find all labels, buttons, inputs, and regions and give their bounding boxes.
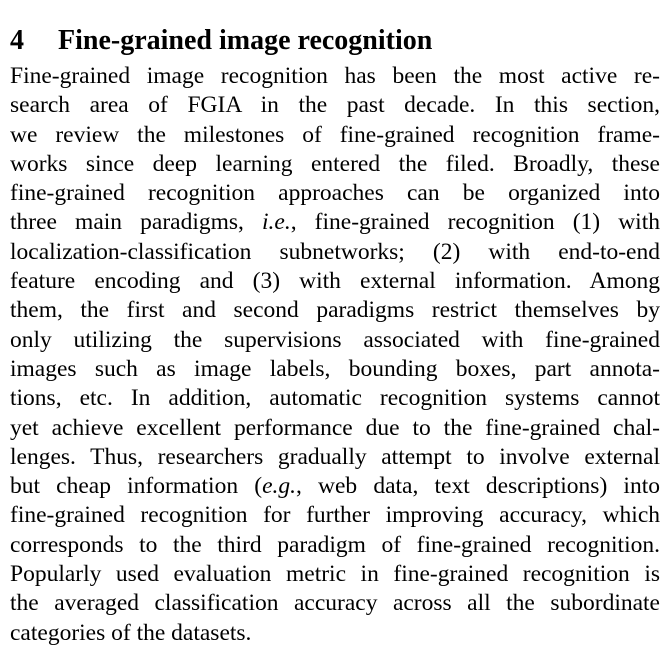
paragraph-line [10,501,660,530]
section-heading [10,22,660,60]
section-number: 4 [10,25,24,56]
text-run: only utilizing the supervisions associated with fine-grained [10,326,660,353]
text-run: them, the first and second paradigms restrict themselves by [10,297,660,324]
text-run: images such as image labels, bounding boxes, part annota- [10,355,660,382]
text-run: tions, etc. In addition, automatic recognition systems cannot [10,385,660,412]
paragraph-line [10,414,660,443]
text-run: fine-grained recognition for further improving accuracy, which [10,502,660,529]
paragraph-line [10,150,660,179]
paragraph-line [10,472,660,501]
text-run: but cheap information ( [10,473,263,500]
paragraph-line [10,384,660,413]
paragraph-line [10,355,660,384]
text-run: categories of the datasets. [10,619,252,646]
paragraph-line [10,179,660,208]
paragraph-line [10,267,660,296]
paragraph-line [10,91,660,120]
text-run: feature encoding and (3) with external information. Among [10,268,660,295]
text-run: lenges. Thus, researchers gradually attempt to involve external [10,443,660,470]
paper-section [10,22,660,648]
text-run: localization-classification subnetworks; (2) with end-to-end [10,238,660,265]
text-run: , fine-grained recognition (1) with [290,209,660,236]
section-body-paragraph [10,62,660,648]
text-run: three main paradigms, [10,209,262,236]
text-run: we review the milestones of fine-grained recognition frame- [10,121,660,148]
paragraph-line [10,443,660,472]
text-run: works since deep learning entered the filed. Broadly, these [10,150,660,177]
paragraph-line [10,121,660,150]
text-run: the averaged classification accuracy across all the subordinate [10,590,660,617]
text-run: fine-grained recognition approaches can be organized into [10,180,660,207]
paragraph-line [10,531,660,560]
paragraph-line [10,208,660,237]
text-run: search area of FGIA in the past decade. In this section, [10,92,660,119]
text-run: Fine-grained image recognition has been the most active re- [10,63,660,89]
paragraph-line [10,619,660,648]
section-title: Fine-grained image recognition [58,25,433,56]
italic-abbreviation: i.e. [262,209,291,236]
text-run: , web data, text descriptions) into [296,473,660,500]
paragraph-line [10,238,660,267]
italic-abbreviation: e.g. [262,473,296,500]
text-run: corresponds to the third paradigm of fine-grained recognition. [10,531,660,558]
paragraph-line [10,560,660,589]
text-run: Popularly used evaluation metric in fine-grained recognition is [10,561,660,588]
paragraph-line [10,296,660,325]
paragraph-line [10,62,660,91]
paragraph-line [10,589,660,618]
text-run: yet achieve excellent performance due to the fine-grained chal- [10,414,660,441]
paragraph-line [10,326,660,355]
